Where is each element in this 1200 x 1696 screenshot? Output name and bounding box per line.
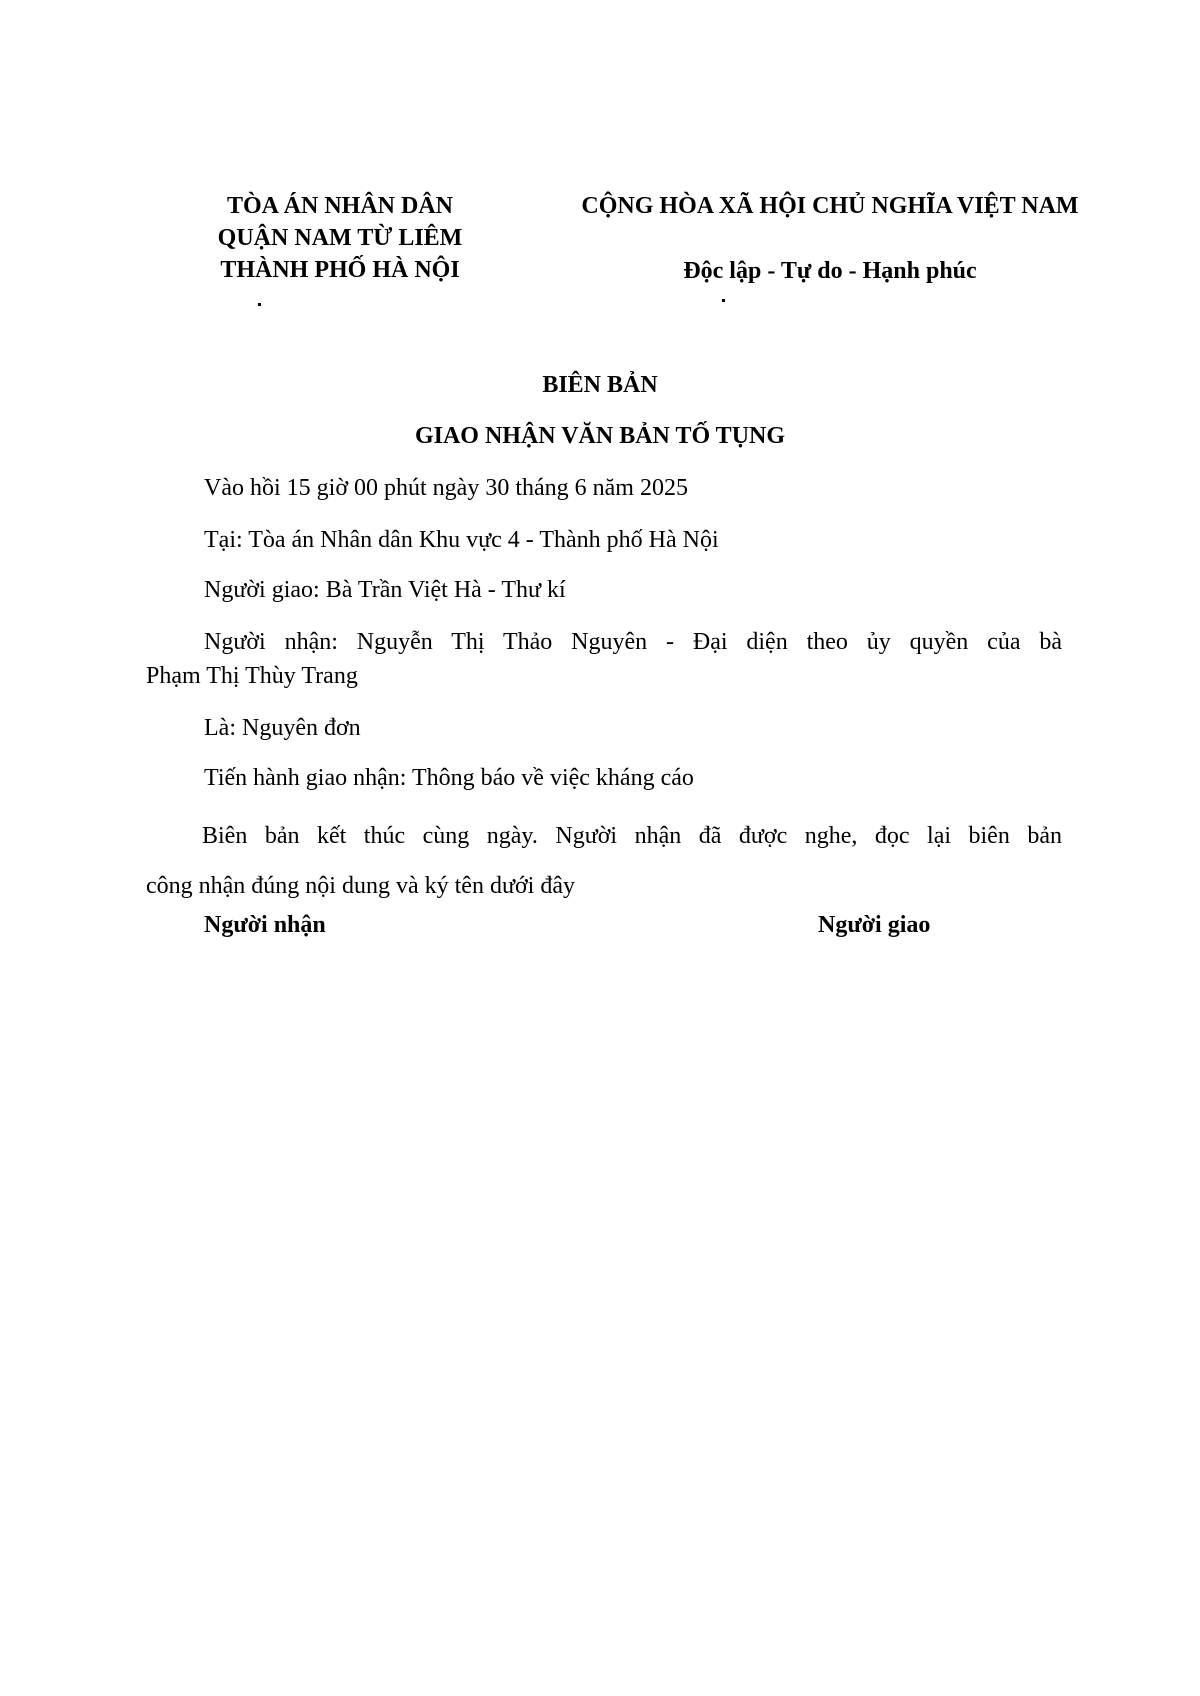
document-subtitle: GIAO NHẬN VĂN BẢN TỐ TỤNG [414, 423, 786, 449]
closing-line-1: Biên bản kết thúc cùng ngày. Người nhận đã được nghe, đọc lại biên bản [202, 823, 1062, 849]
place-line: Tại: Tòa án Nhân dân Khu vực 4 - Thành phố Hà Nội [204, 527, 719, 553]
closing-line-2: công nhận đúng nội dung và ký tên dưới đây [146, 873, 575, 899]
national-motto: Độc lập - Tự do - Hạnh phúc [683, 258, 977, 284]
document-title: BIÊN BẢN [542, 372, 658, 398]
closing-paragraph [146, 811, 1062, 911]
receiver-signature-label: Người nhận [204, 912, 326, 938]
action-line: Tiến hành giao nhận: Thông báo về việc kháng cáo [204, 765, 694, 791]
header-right-dot [722, 299, 725, 302]
country-name: CỘNG HÒA XÃ HỘI CHỦ NGHĨA VIỆT NAM [581, 193, 1079, 219]
receiver-paragraph [146, 625, 1062, 693]
giver-signature-label: Người giao [818, 912, 931, 938]
court-name-line-3: THÀNH PHỐ HÀ NỘI [220, 257, 460, 283]
time-line: Vào hồi 15 giờ 00 phút ngày 30 tháng 6 năm 2025 [204, 475, 688, 501]
receiver-line-2: Phạm Thị Thùy Trang [146, 663, 358, 689]
court-name-line-2: QUẬN NAM TỪ LIÊM [217, 225, 463, 251]
court-name-line-1: TÒA ÁN NHÂN DÂN [226, 193, 453, 219]
court-name-block [150, 190, 530, 286]
role-line: Là: Nguyên đơn [204, 715, 361, 741]
header-left-dot [258, 303, 261, 306]
giver-line: Người giao: Bà Trần Việt Hà - Thư kí [204, 577, 566, 603]
receiver-line-1: Người nhận: Nguyễn Thị Thảo Nguyên - Đại diện theo ủy quyền của bà [204, 629, 1062, 655]
